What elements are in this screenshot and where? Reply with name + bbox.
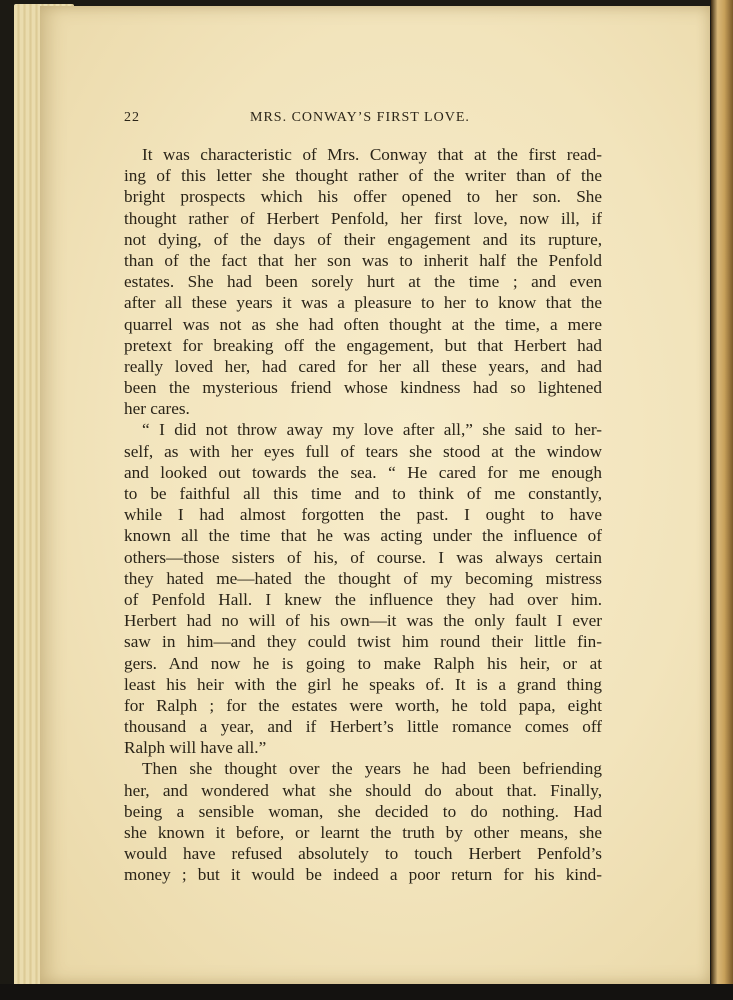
text-line: thousand a year, and if Herbert’s little romance comes off [124,717,602,737]
text-line: self, as with her eyes full of tears she stood at the window [124,441,602,461]
bottom-shadow [0,984,733,1000]
text-line: quarrel was not as she had often thought at the time, a mere [124,314,602,334]
book-cover-edge [711,0,733,985]
text-line: known all the time that he was acting under the influence of [124,526,602,546]
text-line: of Penfold Hall. I knew the influence they had over him. [124,589,602,609]
text-line: ing of this letter she thought rather of the writer than of the [124,166,602,186]
text-line: “ I did not throw away my love after all,” she said to her- [142,420,602,440]
text-line: pretext for breaking off the engagement, but that Herbert had [124,335,602,355]
text-line: least his heir with the girl he speaks of. It is a grand thing [124,674,602,694]
text-line: saw in him—and they could twist him round their little fin- [124,632,602,652]
text-line: It was characteristic of Mrs. Conway that at the first read- [142,145,602,164]
text-line: gers. And now he is going to make Ralph his heir, or at [124,653,602,673]
body-text [124,144,602,886]
text-line: not dying, of the days of their engagement and its rupture, [124,229,602,249]
text-line: than of the fact that her son was to inherit half the Penfold [124,250,602,270]
text-line: to be faithful all this time and to think of me constantly, [124,484,602,503]
page-header [124,110,524,130]
text-line: estates. She had been sorely hurt at the time ; and even [124,272,602,292]
text-line: being a sensible woman, she decided to do nothing. Had [124,801,602,821]
text-line: they hated me—hated the thought of my becoming mistress [124,568,602,588]
page-number: 22 [124,110,140,125]
text-line: others—those sisters of his, of course. I was always certain [124,547,602,567]
text-line: and looked out towards the sea. “ He cared for me enough [124,462,602,482]
text-line: bright prospects which his offer opened to her son. She [124,187,602,207]
paragraph [124,419,602,758]
text-line: been the mysterious friend whose kindness had so lightened [124,378,602,398]
text-line: while I had almost forgotten the past. I ought to have [124,505,602,525]
text-line: money ; but it would be indeed a poor return for his kind- [124,865,602,885]
running-title: MRS. CONWAY’S FIRST LOVE. [250,110,470,125]
paragraph [124,144,602,419]
text-line: Herbert had no will of his own—it was the only fault I ever [124,611,602,631]
text-line: Then she thought over the years he had been befriending [142,759,602,779]
paragraph [124,758,602,885]
text-line: for Ralph ; for the estates were worth, he told papa, eight [124,695,602,715]
text-line: Ralph will have all.” [124,738,267,758]
text-line: would have refused absolutely to touch Herbert Penfold’s [124,844,602,864]
text-line: her, and wondered what she should do about that. Finally, [124,780,602,800]
text-line: thought rather of Herbert Penfold, her first love, now ill, if [124,208,602,228]
text-line: after all these years it was a pleasure to her to know that the [124,293,602,313]
text-line: really loved her, had cared for her all these years, and had [124,356,602,376]
text-line: she known it before, or learnt the truth by other means, she [124,823,602,842]
text-line: her cares. [124,399,190,419]
